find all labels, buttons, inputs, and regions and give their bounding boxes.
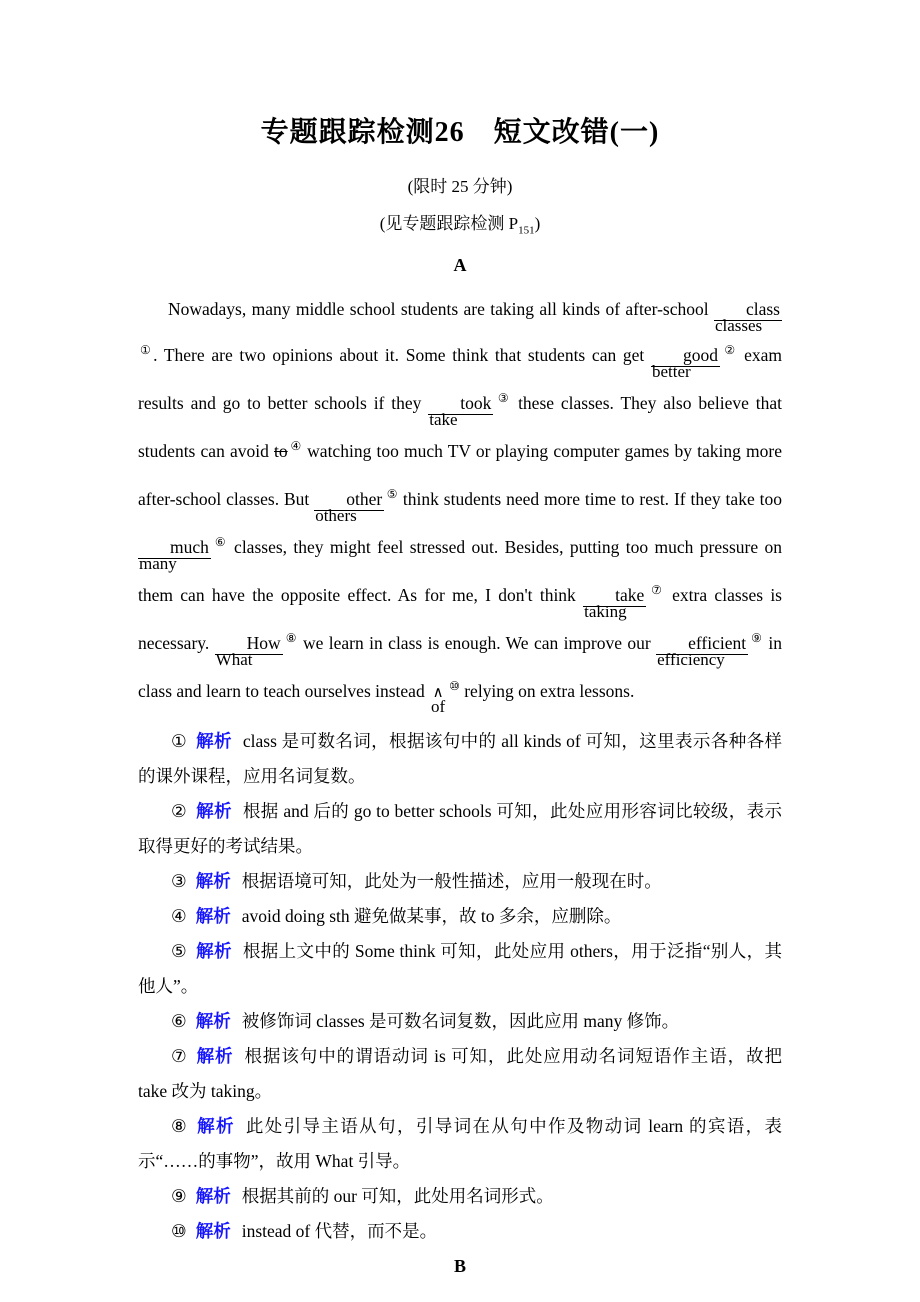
item-number: ⑨ — [171, 1186, 187, 1207]
original-word: take — [615, 585, 645, 606]
correction-number-10: ⑩ — [449, 679, 460, 694]
reference-note — [138, 212, 782, 242]
correction-1 — [714, 299, 782, 336]
analysis-text: avoid doing sth 避免做某事，故 to 多余，应删除。 — [241, 906, 622, 927]
item-number: ⑦ — [171, 1046, 188, 1067]
analysis-text: 根据其前的 our 可知，此处用名词形式。 — [241, 1186, 554, 1207]
analysis-text: 根据语境可知，此处为一般性描述，应用一般现在时。 — [241, 871, 662, 892]
item-number: ① — [171, 731, 188, 752]
reference-prefix: (见专题跟踪检测 P — [379, 214, 519, 233]
analysis-text: instead of 代替，而不是。 — [241, 1221, 438, 1242]
analysis-text: 根据上文中的 Some think 可知，此处应用 others，用于泛指“别人，其他人”。 — [138, 941, 782, 997]
passage-paragraph — [138, 286, 782, 716]
item-number: ⑥ — [171, 1011, 187, 1032]
item-number: ⑧ — [171, 1116, 189, 1137]
original-word: other — [346, 489, 383, 510]
analysis-label: 解析 — [196, 941, 232, 962]
corrected-word: others — [315, 506, 357, 526]
analysis-label: 解析 — [195, 1011, 231, 1032]
original-word: took — [460, 393, 492, 414]
correction-number-5: ⑤ — [386, 487, 398, 502]
item-number: ⑩ — [171, 1221, 187, 1242]
page-title: 专题跟踪检测26 短文改错(一) — [260, 117, 660, 148]
analysis-item-4 — [138, 899, 782, 934]
original-word: efficient — [688, 633, 747, 654]
analysis-list — [138, 724, 782, 1249]
passage-text: think students need more time to rest. If they take too — [398, 489, 782, 510]
correction-8 — [215, 633, 283, 670]
reference-page-subscript: 151 — [518, 224, 535, 237]
analysis-item-9 — [138, 1179, 782, 1214]
analysis-label: 解析 — [195, 871, 231, 892]
corrected-word: efficiency — [657, 650, 725, 670]
passage-text: watching too much TV or playing computer games by taking more after-school classes. But — [138, 441, 782, 510]
original-word: class — [745, 299, 780, 320]
analysis-item-5 — [138, 934, 782, 1004]
section-b-heading: B — [453, 1256, 466, 1277]
analysis-item-8 — [138, 1109, 782, 1179]
passage-text: extra classes is necessary. — [138, 585, 782, 654]
time-limit-note: (限时 25 分钟) — [407, 177, 513, 196]
passage-text: Nowadays, many middle school students are taking all kinds of after-school — [168, 299, 714, 320]
inserted-word: of — [430, 697, 446, 717]
correction-3 — [428, 393, 493, 430]
correction-number-3: ③ — [495, 391, 512, 406]
correction-number-8: ⑧ — [284, 631, 298, 646]
correction-number-6: ⑥ — [212, 535, 228, 550]
passage-text: in class and learn to teach ourselves instead — [138, 633, 782, 702]
caret-insertion-icon: ∧ — [432, 685, 444, 702]
reference-suffix: ) — [534, 214, 541, 233]
corrected-word: many — [139, 554, 177, 574]
correction-2 — [651, 345, 720, 382]
correction-4-deleted-word: to — [274, 441, 288, 462]
analysis-label: 解析 — [196, 801, 232, 822]
passage-text: these classes. They also believe that students can avoid — [138, 393, 782, 462]
correction-10-insertion — [429, 681, 447, 717]
corrected-word: classes — [714, 316, 763, 336]
correction-number-4: ④ — [289, 439, 302, 454]
passage-text: exam results and go to better schools if they — [138, 345, 782, 414]
analysis-label: 解析 — [195, 1221, 231, 1242]
analysis-item-1 — [138, 724, 782, 794]
passage-text: relying on extra lessons. — [459, 681, 635, 702]
analysis-text: 根据 and 后的 go to better schools 可知，此处应用形容词比较级，表示取得更好的考试结果。 — [138, 801, 783, 857]
analysis-item-10 — [138, 1214, 782, 1249]
analysis-text: 此处引导主语从句，引导词在从句中作及物动词 learn 的宾语，表示“……的事物”，故用 What 引导。 — [138, 1116, 782, 1172]
analysis-text: 根据该句中的谓语动词 is 可知，此处应用动名词短语作主语，故把 take 改为 taking。 — [138, 1046, 782, 1102]
original-word: good — [683, 345, 718, 366]
analysis-label: 解析 — [196, 1046, 234, 1067]
analysis-label: 解析 — [195, 906, 231, 927]
item-number: ④ — [171, 906, 187, 927]
analysis-text: class 是可数名词，根据该句中的 all kinds of 可知，这里表示各种各样的课外课程，应用名词复数。 — [138, 731, 782, 787]
item-number: ② — [171, 801, 188, 822]
corrected-word: taking — [584, 602, 627, 622]
passage-text: . There are two opinions about it. Some think that students can get — [153, 345, 651, 366]
correction-5 — [314, 489, 384, 526]
correction-number-7: ⑦ — [648, 583, 665, 598]
analysis-item-6 — [138, 1004, 782, 1039]
analysis-item-2 — [138, 794, 782, 864]
analysis-label: 解析 — [196, 731, 232, 752]
passage-text: classes, they might feel stressed out. Besides, putting too much pressure on them can have the opposite effect. As for me, I don't think — [138, 537, 782, 606]
analysis-item-7 — [138, 1039, 782, 1109]
corrected-word: better — [652, 362, 691, 382]
item-number: ⑤ — [171, 941, 188, 962]
original-word: much — [170, 537, 209, 558]
correction-number-1: ① — [140, 343, 154, 358]
analysis-label: 解析 — [195, 1186, 231, 1207]
passage-text: we learn in class is enough. We can improve our — [297, 633, 657, 654]
analysis-label: 解析 — [197, 1116, 235, 1137]
corrected-word: What — [215, 650, 253, 670]
correction-6 — [138, 537, 211, 574]
correction-9 — [656, 633, 748, 670]
correction-7 — [583, 585, 646, 622]
corrected-word: take — [429, 410, 458, 430]
original-word: How — [246, 633, 281, 654]
analysis-item-3 — [138, 864, 782, 899]
correction-number-2: ② — [722, 343, 738, 358]
item-number: ③ — [171, 871, 187, 892]
analysis-text: 被修饰词 classes 是可数名词复数，因此应用 many 修饰。 — [241, 1011, 680, 1032]
correction-number-9: ⑨ — [750, 631, 763, 646]
section-a-heading: A — [453, 255, 467, 276]
